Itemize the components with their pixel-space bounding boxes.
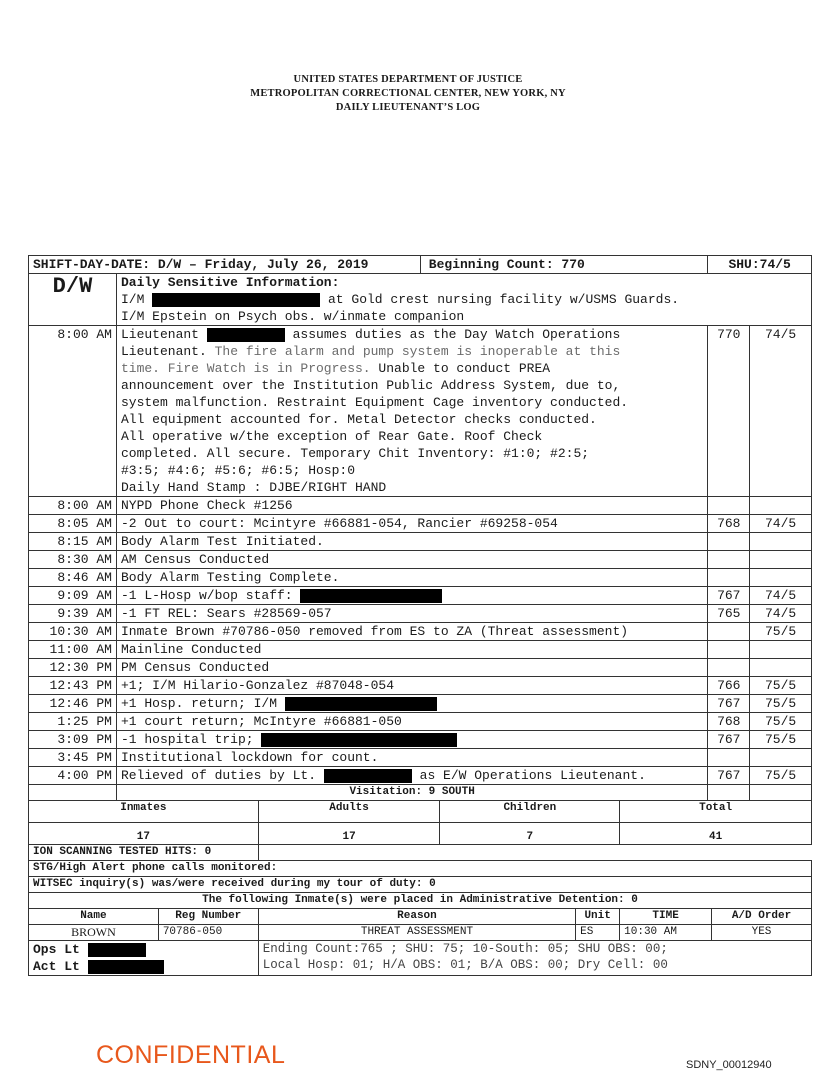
- witsec-row: [29, 877, 812, 893]
- redaction-bar: [207, 328, 285, 342]
- entry-count: 767: [708, 731, 750, 749]
- entry-time: 8:00 AM: [29, 326, 117, 497]
- entry-time: 8:05 AM: [29, 515, 117, 533]
- sensitive-info: [116, 274, 811, 326]
- log-entry-row: [29, 731, 812, 749]
- log-entry-row: [29, 641, 812, 659]
- shift-code: D/W: [29, 274, 117, 326]
- entry-text: Inmate Brown #70786-050 removed from ES to ZA (Threat assessment): [116, 623, 707, 641]
- sensitive-line-1: I/M at Gold crest nursing facility w/USMS Guards.: [120, 292, 680, 307]
- signoff-row: [29, 941, 812, 976]
- bates-number: SDNY_00012940: [686, 1059, 772, 1071]
- entry-text: +1; I/M Hilario-Gonzalez #87048-054: [116, 677, 707, 695]
- stats-value: 17: [29, 823, 259, 845]
- entry-shu: 75/5: [750, 767, 812, 785]
- log-entry-row: [29, 587, 812, 605]
- entry-shu: [750, 641, 812, 659]
- ad-name: BROWN: [29, 925, 159, 941]
- redaction-bar: [261, 733, 457, 747]
- entry-count: [708, 641, 750, 659]
- entry-text: AM Census Conducted: [116, 551, 707, 569]
- sensitive-line-2: I/M Epstein on Psych obs. w/inmate companion: [120, 309, 465, 324]
- log-entries: [29, 497, 812, 785]
- sensitive-info-row: [29, 274, 812, 326]
- sensitive-title: Daily Sensitive Information:: [120, 275, 340, 290]
- ad-title-row: [29, 893, 812, 909]
- entry-shu: 75/5: [750, 731, 812, 749]
- redaction-bar: [285, 697, 437, 711]
- entry-time: 9:09 AM: [29, 587, 117, 605]
- witsec-inquiry: WITSEC inquiry(s) was/were received during my tour of duty: 0: [29, 877, 812, 893]
- entry-time: 10:30 AM: [29, 623, 117, 641]
- entry-time: 8:00 AM: [29, 497, 117, 515]
- log-entry-row: [29, 659, 812, 677]
- stats-value: 17: [258, 823, 440, 845]
- entry-count: 765: [708, 605, 750, 623]
- redaction-bar: [88, 943, 146, 957]
- log-entry-row: [29, 326, 812, 497]
- signoff-names: [29, 941, 259, 976]
- redaction-bar: [324, 769, 412, 783]
- entry-text: Body Alarm Testing Complete.: [116, 569, 707, 587]
- entry-time: 4:00 PM: [29, 767, 117, 785]
- header-agency: UNITED STATES DEPARTMENT OF JUSTICE: [293, 74, 523, 85]
- log-entry-row: [29, 551, 812, 569]
- entry-text: NYPD Phone Check #1256: [116, 497, 707, 515]
- entry-count: [708, 659, 750, 677]
- entry-count: 768: [708, 515, 750, 533]
- stats-value-row: [29, 823, 812, 845]
- entry-text: -1 L-Hosp w/bop staff:: [116, 587, 707, 605]
- entry-shu: [750, 533, 812, 551]
- entry-shu: [750, 749, 812, 767]
- stg-row: [29, 861, 812, 877]
- entry-text: -1 hospital trip;: [116, 731, 707, 749]
- ending-count: [258, 941, 811, 976]
- entry-count: [708, 569, 750, 587]
- log-table: [28, 255, 812, 801]
- entry-time: 3:09 PM: [29, 731, 117, 749]
- entry-shu: [750, 569, 812, 587]
- entry-time: 3:45 PM: [29, 749, 117, 767]
- log-entry-row: [29, 515, 812, 533]
- ops-lt-label: Ops Lt: [33, 942, 80, 957]
- summary-table: [28, 844, 812, 976]
- shift-date: SHIFT-DAY-DATE: D/W – Friday, July 26, 2019: [29, 256, 421, 274]
- entry-count: 770: [708, 326, 750, 497]
- stg-calls: STG/High Alert phone calls monitored:: [29, 861, 812, 877]
- entry-count: [708, 533, 750, 551]
- ad-title: The following Inmate(s) were placed in Administrative Detention: 0: [29, 893, 812, 909]
- entry-count: [708, 497, 750, 515]
- entry-time: 8:46 AM: [29, 569, 117, 587]
- log-entry-row: [29, 497, 812, 515]
- stats-header-row: [29, 801, 812, 823]
- redaction-bar: [152, 293, 320, 307]
- ending-count-line-1: Ending Count:765 ; SHU: 75; 10-South: 05; SHU OBS: 00;: [262, 942, 668, 956]
- entry-text: Mainline Conducted: [116, 641, 707, 659]
- entry-time: 1:25 PM: [29, 713, 117, 731]
- entry-text: -2 Out to court: Mcintyre #66881-054, Rancier #69258-054: [116, 515, 707, 533]
- entry-shu: [750, 497, 812, 515]
- stats-header: Children: [440, 801, 620, 823]
- entry-time: 8:30 AM: [29, 551, 117, 569]
- entry-count: [708, 749, 750, 767]
- entry-shu: [750, 659, 812, 677]
- entry-shu: 74/5: [750, 515, 812, 533]
- entry-count: 767: [708, 767, 750, 785]
- stats-header: Adults: [258, 801, 440, 823]
- entry-time: 11:00 AM: [29, 641, 117, 659]
- ad-order: YES: [712, 925, 812, 941]
- ad-col-header: TIME: [620, 909, 712, 925]
- ad-col-header: Reason: [258, 909, 575, 925]
- log-entry-row: [29, 749, 812, 767]
- entry-shu: 74/5: [750, 587, 812, 605]
- entry-text: PM Census Conducted: [116, 659, 707, 677]
- log-entry-row: [29, 533, 812, 551]
- ion-scanning: ION SCANNING TESTED HITS: 0: [29, 845, 259, 861]
- entry-count: 766: [708, 677, 750, 695]
- entry-time: 12:30 PM: [29, 659, 117, 677]
- entry-text: -1 FT REL: Sears #28569-057: [116, 605, 707, 623]
- beginning-count-text: Beginning Count: 770: [428, 257, 585, 272]
- entry-count: 767: [708, 587, 750, 605]
- entry-count: [708, 623, 750, 641]
- ending-count-line-2: Local Hosp: 01; H/A OBS: 01; B/A OBS: 00; Dry Cell: 00: [262, 958, 668, 972]
- stats-header: Inmates: [29, 801, 259, 823]
- ion-scanning-row: [29, 845, 812, 861]
- act-lt-label: Act Lt: [33, 959, 80, 974]
- log-entry-row: [29, 569, 812, 587]
- header-facility: METROPOLITAN CORRECTIONAL CENTER, NEW YORK, NY: [250, 88, 566, 99]
- redaction-bar: [88, 960, 164, 974]
- log-entry-row: [29, 623, 812, 641]
- ad-reg-number: 70786-050: [158, 925, 258, 941]
- ad-header-row: [29, 909, 812, 925]
- visitation: Visitation: 9 SOUTH: [116, 785, 707, 801]
- entry-text: Body Alarm Test Initiated.: [116, 533, 707, 551]
- entry-shu: 75/5: [750, 623, 812, 641]
- population-stats: [28, 800, 812, 845]
- entry-shu: 74/5: [750, 326, 812, 497]
- ad-time: 10:30 AM: [620, 925, 712, 941]
- ad-reason: THREAT ASSESSMENT: [258, 925, 575, 941]
- entry-shu: 75/5: [750, 695, 812, 713]
- entry-shu: 75/5: [750, 677, 812, 695]
- ad-unit: ES: [576, 925, 620, 941]
- entry-count: 768: [708, 713, 750, 731]
- stats-header: Total: [620, 801, 812, 823]
- ad-col-header: Name: [29, 909, 159, 925]
- ad-col-header: Reg Number: [158, 909, 258, 925]
- visitation-row: [29, 785, 812, 801]
- entry-count: 767: [708, 695, 750, 713]
- log-entry-row: [29, 713, 812, 731]
- entry-time: 12:43 PM: [29, 677, 117, 695]
- entry-text: Lieutenant assumes duties as the Day Watch Operations Lieutenant. The fire alarm and pump system is inoperable at this time. Fire Watch is in Progress. Unable to conduct PREA announcement over the Institution Public Address System, due to, system malfunction. Restraint Equipment Cage inventory conducted. All equipment accounted for. Metal Detector checks conducted. All operative w/the exception of Rear Gate. Roof Check completed. All secure. Temporary Chit Inventory: #1:0; #2:5; #3:5; #4:6; #5:6; #6:5; Hosp:0 Daily Hand Stamp : DJBE/RIGHT HAND: [116, 326, 707, 497]
- document-header: [0, 73, 816, 115]
- stats-value: 41: [620, 823, 812, 845]
- stats-value: 7: [440, 823, 620, 845]
- entry-text: +1 court return; McIntyre #66881-050: [116, 713, 707, 731]
- log-entry-row: [29, 767, 812, 785]
- entry-shu: [750, 551, 812, 569]
- log-entry-row: [29, 695, 812, 713]
- entry-text: Relieved of duties by Lt. as E/W Operations Lieutenant.: [116, 767, 707, 785]
- shift-header-row: [29, 256, 812, 274]
- log-entry-row: [29, 605, 812, 623]
- entry-shu: 75/5: [750, 713, 812, 731]
- log-entry-row: [29, 677, 812, 695]
- entry-text: +1 Hosp. return; I/M: [116, 695, 707, 713]
- entry-count: [708, 551, 750, 569]
- shu-count: SHU:74/5: [708, 256, 812, 274]
- entry-time: 8:15 AM: [29, 533, 117, 551]
- entry-text: Institutional lockdown for count.: [116, 749, 707, 767]
- ad-col-header: A/D Order: [712, 909, 812, 925]
- ad-col-header: Unit: [576, 909, 620, 925]
- confidential-stamp: CONFIDENTIAL: [96, 1041, 286, 1069]
- beginning-count: [420, 256, 708, 274]
- redaction-bar: [300, 589, 442, 603]
- entry-time: 12:46 PM: [29, 695, 117, 713]
- entry-time: 9:39 AM: [29, 605, 117, 623]
- header-log-title: DAILY LIEUTENANT’S LOG: [335, 102, 481, 113]
- entry-shu: 74/5: [750, 605, 812, 623]
- ad-data-row: [29, 925, 812, 941]
